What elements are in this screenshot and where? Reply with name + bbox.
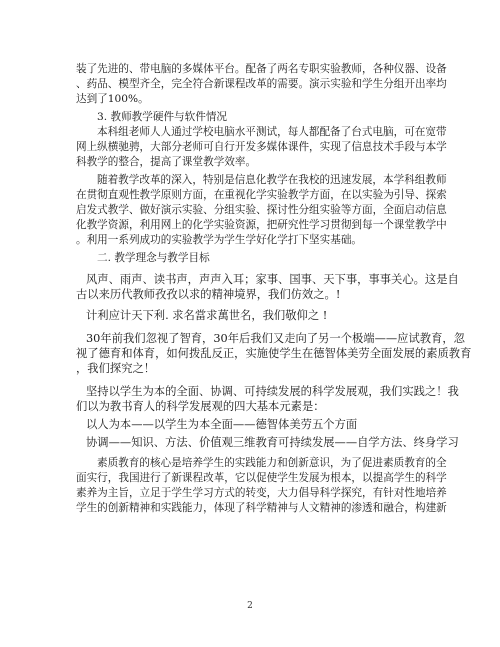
body-text-line: ，我们探究之！ (76, 362, 156, 375)
body-text-line: 们以为教书育人的科学发展观的四大基本元素是： (76, 400, 325, 413)
body-text-line: 化教学资源，利用网上的化学实验资源，把研究性学习贯彻到每一个课堂教学中 (76, 219, 447, 231)
body-text-line: 、药品、模型齐全，完全符合新课程改革的需要。演示实验和学生分组开出率均 (76, 78, 447, 90)
body-text-line: 科教学的整合，提高了课堂教学效率。 (76, 156, 257, 168)
body-text-line: 30年前我们忽视了智育，30年后我们又走向了另一个极端——应试教育，忽 (86, 332, 465, 345)
document-body (76, 62, 472, 516)
body-text-line: 网上纵横驰骋，大部分老师可自行开发多媒体课件，实现了信息技术手段与本学 (76, 141, 447, 153)
body-text-line: 随着教学改革的深入，特别是信息化教学在我校的迅速发展，本学科组教师 (97, 174, 447, 186)
body-text-line: 古以来历代教师孜孜以求的精神境界，我们仿效之。! (76, 288, 341, 301)
body-text-line: 以人为本——以学生为本全面——德智体美劳五个方面 (86, 418, 358, 431)
body-text-line: 风声、雨声、读书声，声声入耳；家事、国事、天下事，事事关心。这是自 (86, 273, 459, 286)
body-text-line: 本科组老师人人通过学校电脑水平测试，每人都配备了台式电脑，可在宽带 (97, 126, 447, 138)
body-text-line: 面实行，我国进行了新课程改革，它以促使学生发展为根本，以提高学生的科学 (76, 472, 447, 484)
body-text-line: 素质教育的核心是培养学生的实践能力和创新意识，为了促进素质教育的全 (97, 457, 447, 469)
body-text-line: 装了先进的、带电脑的多媒体平台。配备了两名专职实验教师，各种仪器、设备 (76, 63, 447, 75)
body-text-line: 达到了100%。 (76, 93, 149, 105)
body-text-line: 素养为主旨，立足于学生学习方式的转变，大力倡导科学探究，有针对性地培养 (76, 487, 447, 499)
section-heading: 3. 教师教学硬件与软件情况 (97, 111, 228, 123)
body-text-line: 启发式教学、做好演示实验、分组实验、探讨性分组实验等方面，全面启动信息 (76, 204, 447, 216)
body-text-line: 坚持以学生为本的全面、协调、可持续发展的科学发展观，我们实践之！我 (86, 385, 459, 398)
body-text-line: 视了德育和体育，如何拨乱反正，实施使学生在德智体美劳全面发展的素质教育 (76, 347, 472, 360)
section-heading: 二. 教学理念与教学目标 (97, 252, 210, 264)
page-number: 2 (247, 601, 253, 611)
body-text-line: 计利应计天下利. 求名當求萬世名，我们敬仰之 ! (86, 309, 328, 322)
body-text-line: 协调——知识、方法、价值观三维教育可持续发展——自学方法、终身学习 (86, 436, 459, 449)
body-text-line: 。利用一系列成功的实验教学为学生学好化学打下坚实基础。 (76, 234, 363, 246)
body-text-line: 学生的创新精神和实践能力，体现了科学精神与人文精神的渗透和融合，构建新 (76, 502, 447, 514)
body-text-line: 在贯彻直观性教学原则方面，在重视化学实验教学方面，在以实验为引导、探索 (76, 189, 447, 201)
